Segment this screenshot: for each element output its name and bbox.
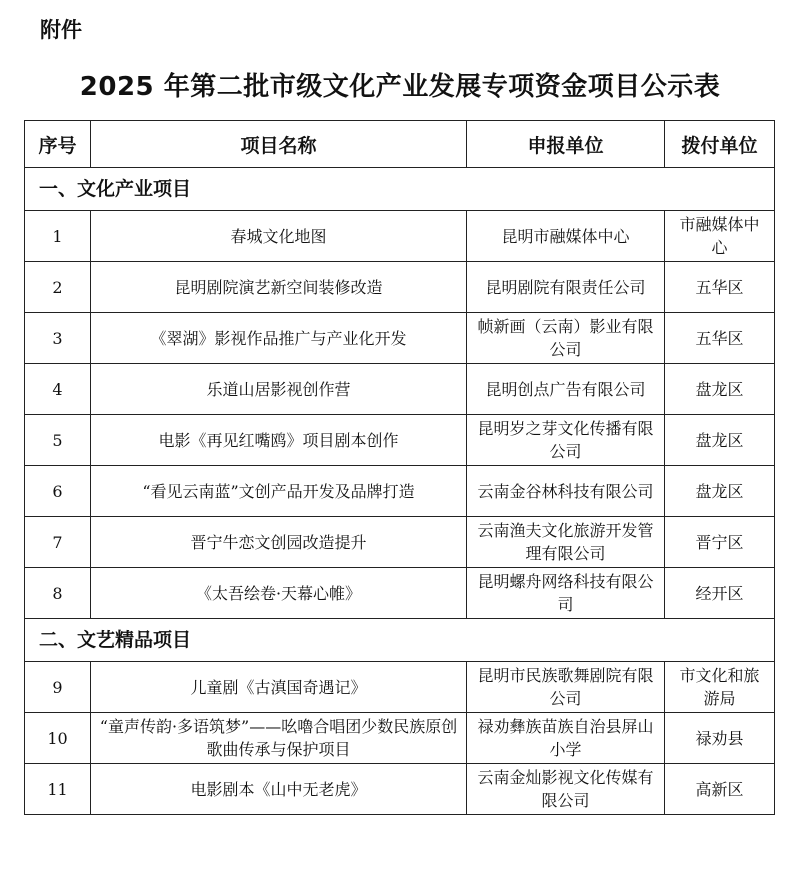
row-applicant: 云南金谷林科技有限公司: [467, 466, 665, 517]
row-project-name: 春城文化地图: [91, 211, 467, 262]
row-seq: 4: [25, 364, 91, 415]
row-project-name: “童声传韵·多语筑梦”——吆嚕合唱团少数民族原创歌曲传承与保护项目: [91, 713, 467, 764]
row-project-name: “看见云南蓝”文创产品开发及品牌打造: [91, 466, 467, 517]
row-seq: 8: [25, 568, 91, 619]
row-applicant: 昆明剧院有限责任公司: [467, 262, 665, 313]
section-row: [25, 168, 775, 211]
row-allocation: 市文化和旅游局: [665, 662, 775, 713]
section-title: 二、文艺精品项目: [25, 619, 775, 662]
table-row: [25, 662, 775, 713]
row-allocation: 晋宁区: [665, 517, 775, 568]
table-row: [25, 568, 775, 619]
table-row: [25, 764, 775, 815]
section-title: 一、文化产业项目: [25, 168, 775, 211]
table-row: [25, 466, 775, 517]
row-seq: 7: [25, 517, 91, 568]
row-project-name: 电影剧本《山中无老虎》: [91, 764, 467, 815]
header-row: [25, 121, 775, 168]
row-seq: 3: [25, 313, 91, 364]
row-project-name: 儿童剧《古滇国奇遇记》: [91, 662, 467, 713]
row-allocation: 盘龙区: [665, 364, 775, 415]
header-name: 项目名称: [91, 121, 467, 168]
row-allocation: 高新区: [665, 764, 775, 815]
table-row: [25, 364, 775, 415]
row-allocation: 禄劝县: [665, 713, 775, 764]
table-row: [25, 415, 775, 466]
table-row: [25, 262, 775, 313]
table-row: [25, 517, 775, 568]
row-allocation: 五华区: [665, 262, 775, 313]
row-project-name: 昆明剧院演艺新空间装修改造: [91, 262, 467, 313]
row-project-name: 晋宁牛恋文创园改造提升: [91, 517, 467, 568]
project-table: [24, 120, 775, 815]
row-allocation: 盘龙区: [665, 415, 775, 466]
row-allocation: 市融媒体中心: [665, 211, 775, 262]
page-title: 2025 年第二批市级文化产业发展专项资金项目公示表: [79, 72, 721, 102]
table-row: [25, 713, 775, 764]
row-seq: 1: [25, 211, 91, 262]
row-seq: 9: [25, 662, 91, 713]
row-allocation: 经开区: [665, 568, 775, 619]
header-allocation: 拨付单位: [665, 121, 775, 168]
row-seq: 5: [25, 415, 91, 466]
row-applicant: 昆明螺舟网络科技有限公司: [467, 568, 665, 619]
row-applicant: 昆明岁之芽文化传播有限公司: [467, 415, 665, 466]
row-applicant: 云南金灿影视文化传媒有限公司: [467, 764, 665, 815]
row-applicant: 禄劝彝族苗族自治县屏山小学: [467, 713, 665, 764]
row-applicant: 昆明市民族歌舞剧院有限公司: [467, 662, 665, 713]
header-seq: 序号: [25, 121, 91, 168]
row-allocation: 五华区: [665, 313, 775, 364]
row-seq: 11: [25, 764, 91, 815]
row-applicant: 帧新画（云南）影业有限公司: [467, 313, 665, 364]
row-applicant: 昆明创点广告有限公司: [467, 364, 665, 415]
row-seq: 6: [25, 466, 91, 517]
row-seq: 2: [25, 262, 91, 313]
row-applicant: 昆明市融媒体中心: [467, 211, 665, 262]
row-seq: 10: [25, 713, 91, 764]
section-row: [25, 619, 775, 662]
header-applicant: 申报单位: [467, 121, 665, 168]
row-project-name: 乐道山居影视创作营: [91, 364, 467, 415]
row-applicant: 云南渔夫文化旅游开发管理有限公司: [467, 517, 665, 568]
table-row: [25, 313, 775, 364]
attachment-label: 附件: [40, 18, 82, 42]
table-row: [25, 211, 775, 262]
row-project-name: 电影《再见红嘴鸥》项目剧本创作: [91, 415, 467, 466]
row-project-name: 《翠湖》影视作品推广与产业化开发: [91, 313, 467, 364]
row-project-name: 《太吾绘卷·天幕心帷》: [91, 568, 467, 619]
row-allocation: 盘龙区: [665, 466, 775, 517]
